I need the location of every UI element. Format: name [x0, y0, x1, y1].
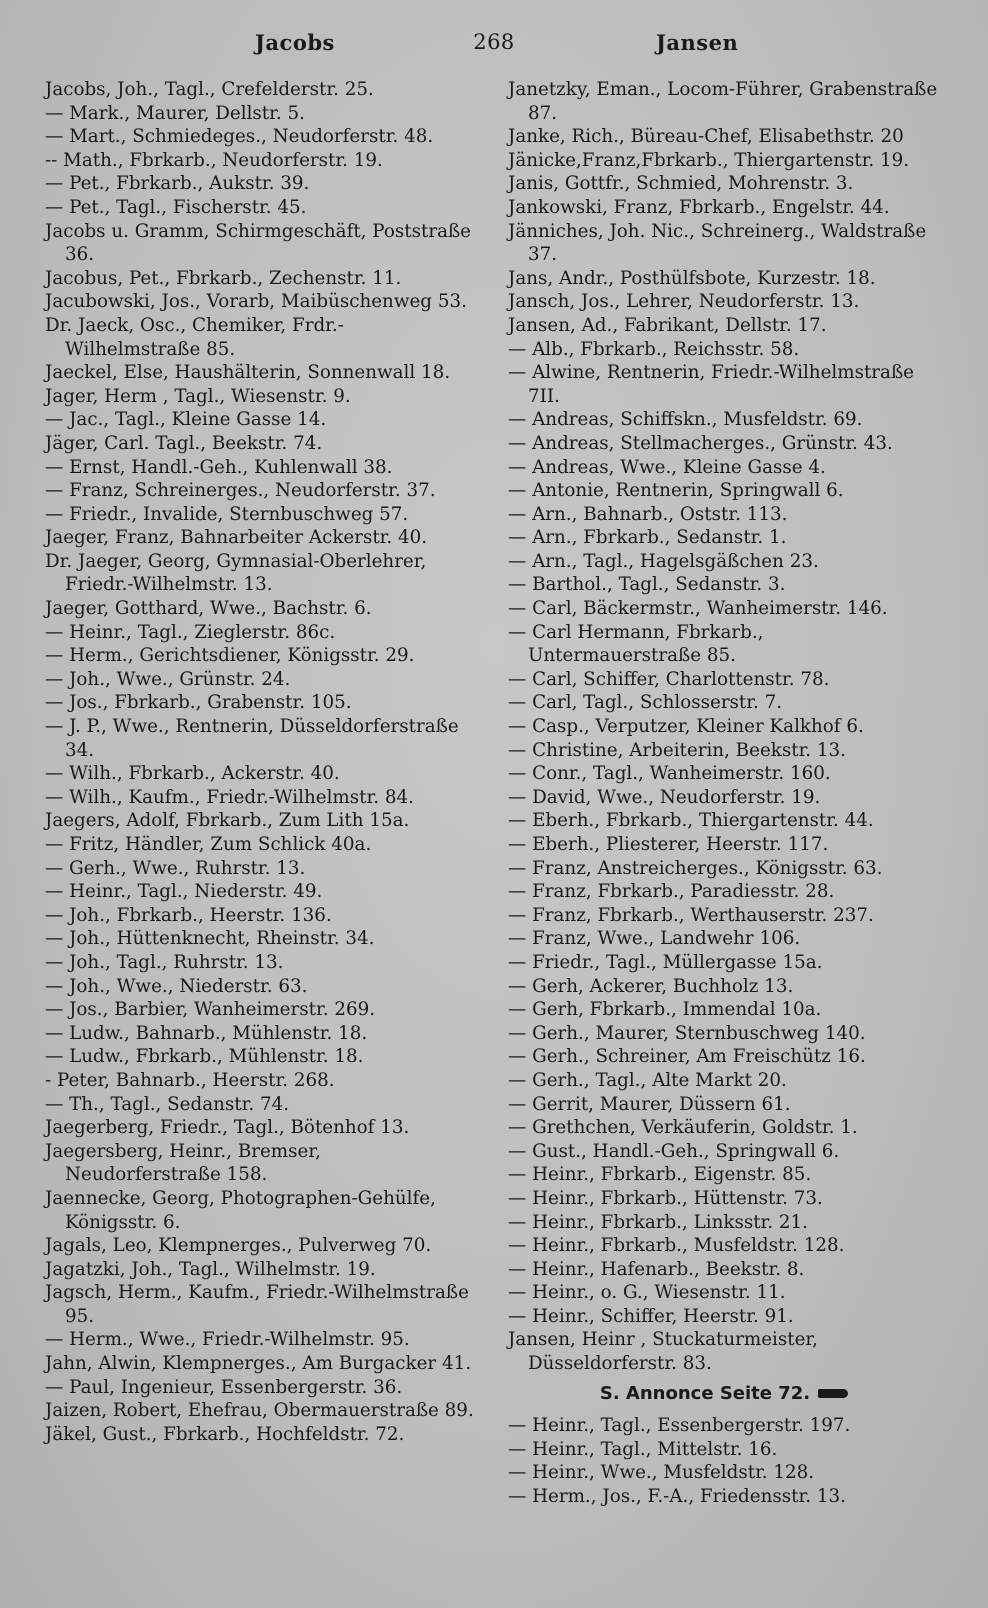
directory-entry: Jankowski, Franz, Fbrkarb., Engelstr. 44.: [508, 196, 890, 218]
directory-entry: — Joh., Wwe., Niederstr. 63.: [45, 975, 308, 997]
directory-entry: Jansch, Jos., Lehrer, Neudorferstr. 13.: [508, 291, 860, 313]
directory-entry: — Wilh., Fbrkarb., Ackerstr. 40.: [45, 763, 340, 785]
directory-entry: Jaeckel, Else, Haushälterin, Sonnenwall 18.: [45, 362, 451, 384]
directory-entry: — Jac., Tagl., Kleine Gasse 14.: [45, 409, 327, 431]
directory-entry: — Mart., Schmiedeges., Neudorferstr. 48.: [45, 126, 434, 148]
directory-entry: Jacobs, Joh., Tagl., Crefelderstr. 25.: [45, 79, 374, 100]
directory-entry: — Ernst, Handl.-Geh., Kuhlenwall 38.: [45, 456, 393, 478]
directory-entry: Jager, Herm , Tagl., Wiesenstr. 9.: [45, 385, 351, 407]
directory-entry: Janke, Rich., Büreau-Chef, Elisabethstr. 20: [508, 126, 904, 148]
right-column-entries-b: [508, 1414, 940, 1508]
directory-entry: — Heinr., Tagl., Essenbergerstr. 197.: [508, 1415, 851, 1437]
directory-entry: Dr. Jaeck, Osc., Chemiker, Frdr.-Wilhelmstraße 85.: [45, 314, 344, 360]
directory-entry: Jaegerberg, Friedr., Tagl., Bötenhof 13.: [45, 1117, 410, 1139]
directory-entry: — Franz, Wwe., Landwehr 106.: [508, 928, 801, 950]
directory-entry: — Eberh., Fbrkarb., Thiergartenstr. 44.: [508, 810, 874, 832]
directory-entry: — Heinr., Fbrkarb., Musfeldstr. 128.: [508, 1235, 845, 1257]
directory-entry: — Mark., Maurer, Dellstr. 5.: [45, 102, 305, 124]
directory-entry: Jaennecke, Georg, Photographen-Gehülfe, Königsstr. 6.: [45, 1187, 436, 1233]
directory-entry: — Paul, Ingenieur, Essenbergerstr. 36.: [45, 1376, 403, 1398]
directory-entry: — Jos., Barbier, Wanheimerstr. 269.: [45, 999, 376, 1021]
directory-entry: — Barthol., Tagl., Sedanstr. 3.: [508, 574, 786, 596]
annonce-text: S. Annonce Seite 72.: [599, 1382, 811, 1404]
directory-entry: — Franz, Fbrkarb., Werthauserstr. 237.: [508, 904, 874, 926]
directory-entry: — Gerh, Fbrkarb., Immendal 10a.: [508, 999, 822, 1021]
directory-entry: — Jos., Fbrkarb., Grabenstr. 105.: [45, 692, 352, 714]
directory-entry: — Herm., Jos., F.-A., Friedensstr. 13.: [508, 1486, 846, 1508]
directory-entry: Jäger, Carl. Tagl., Beekstr. 74.: [45, 432, 323, 454]
directory-entry: — Heinr., Fbrkarb., Linksstr. 21.: [508, 1211, 808, 1233]
directory-entry: — Carl, Schiffer, Charlottenstr. 78.: [508, 668, 830, 690]
directory-entry: Jaegersberg, Heinr., Bremser, Neudorferstraße 158.: [45, 1140, 321, 1186]
directory-entry: — Gerh., Tagl., Alte Markt 20.: [508, 1069, 787, 1091]
directory-entry: — Heinr., Tagl., Zieglerstr. 86c.: [45, 621, 336, 643]
directory-entry: — J. P., Wwe., Rentnerin, Düsseldorferstraße 34.: [45, 716, 459, 761]
directory-entry: — Pet., Tagl., Fischerstr. 45.: [45, 196, 307, 218]
directory-entry: — David, Wwe., Neudorferstr. 19.: [508, 786, 821, 808]
directory-entry: Jacobus, Pet., Fbrkarb., Zechenstr. 11.: [45, 267, 402, 289]
directory-entry: — Heinr., o. G., Wiesenstr. 11.: [508, 1282, 786, 1304]
directory-entry: Janetzky, Eman., Locom-Führer, Grabenstraße 87.: [508, 79, 938, 124]
directory-entry: Jahn, Alwin, Klempnerges., Am Burgacker 41.: [45, 1353, 472, 1375]
right-column-entries-a: [508, 78, 940, 1376]
directory-entry: Jans, Andr., Posthülfsbote, Kurzestr. 18.: [508, 267, 876, 289]
directory-entry: — Joh., Fbrkarb., Heerstr. 136.: [45, 904, 332, 926]
header-right-keyword: Jansen: [656, 30, 739, 55]
directory-entry: — Casp., Verputzer, Kleiner Kalkhof 6.: [508, 716, 864, 738]
directory-entry: — Th., Tagl., Sedanstr. 74.: [45, 1093, 290, 1115]
directory-entry: Jacubowski, Jos., Vorarb, Maibüschenweg 53.: [45, 291, 467, 313]
directory-entry: — Gerrit, Maurer, Düssern 61.: [508, 1093, 791, 1115]
directory-entry: — Carl, Bäckermstr., Wanheimerstr. 146.: [508, 598, 888, 620]
directory-entry: — Ludw., Fbrkarb., Mühlenstr. 18.: [45, 1046, 364, 1068]
directory-entry: Jansen, Ad., Fabrikant, Dellstr. 17.: [508, 314, 827, 336]
directory-entry: Jansen, Heinr , Stuckaturmeister, Düsseldorferstr. 83.: [508, 1329, 818, 1375]
directory-entry: — Conr., Tagl., Wanheimerstr. 160.: [508, 763, 831, 785]
directory-entry: — Heinr., Wwe., Musfeldstr. 128.: [508, 1462, 815, 1484]
directory-entry: — Heinr., Tagl., Mittelstr. 16.: [508, 1438, 778, 1460]
directory-entry: — Gerh., Wwe., Ruhrstr. 13.: [45, 857, 306, 879]
directory-entry: — Joh., Wwe., Grünstr. 24.: [45, 668, 291, 690]
directory-entry: Jaegers, Adolf, Fbrkarb., Zum Lith 15a.: [45, 810, 410, 832]
directory-entry: — Fritz, Händler, Zum Schlick 40a.: [45, 834, 372, 855]
directory-entry: — Christine, Arbeiterin, Beekstr. 13.: [508, 739, 846, 761]
directory-entry: — Wilh., Kaufm., Friedr.-Wilhelmstr. 84.: [45, 786, 414, 808]
directory-entry: — Heinr., Fbrkarb., Hüttenstr. 73.: [508, 1187, 823, 1209]
header-left-keyword: Jacobs: [255, 30, 335, 55]
directory-entry: — Heinr., Hafenarb., Beekstr. 8.: [508, 1258, 805, 1280]
directory-entry: — Arn., Bahnarb., Oststr. 113.: [508, 503, 788, 525]
page-number: 268: [473, 30, 515, 54]
directory-entry: — Heinr., Fbrkarb., Eigenstr. 85.: [508, 1164, 812, 1186]
directory-entry: — Ludw., Bahnarb., Mühlenstr. 18.: [45, 1022, 368, 1044]
directory-entry: -- Math., Fbrkarb., Neudorferstr. 19.: [45, 149, 383, 171]
right-column: [508, 78, 940, 1509]
directory-entry: — Eberh., Pliesterer, Heerstr. 117.: [508, 834, 829, 855]
left-column: [45, 78, 477, 1446]
directory-entry: — Franz, Anstreicherges., Königsstr. 63.: [508, 857, 883, 879]
directory-entry: — Gust., Handl.-Geh., Springwall 6.: [508, 1140, 840, 1162]
directory-entry: — Gerh, Ackerer, Buchholz 13.: [508, 975, 794, 997]
directory-entry: Jaeger, Franz, Bahnarbeiter Ackerstr. 40.: [45, 527, 428, 549]
directory-entry: Jäkel, Gust., Fbrkarb., Hochfeldstr. 72.: [45, 1423, 405, 1445]
directory-entry: — Herm., Gerichtsdiener, Königsstr. 29.: [45, 645, 415, 667]
directory-entry: — Joh., Tagl., Ruhrstr. 13.: [45, 951, 284, 973]
directory-entry: — Antonie, Rentnerin, Springwall 6.: [508, 480, 844, 502]
directory-entry: — Gerh., Maurer, Sternbuschweg 140.: [508, 1022, 866, 1044]
directory-entry: — Andreas, Schiffskn., Musfeldstr. 69.: [508, 409, 863, 431]
directory-entry: — Joh., Hüttenknecht, Rheinstr. 34.: [45, 928, 375, 950]
directory-entry: — Heinr., Schiffer, Heerstr. 91.: [508, 1305, 794, 1327]
directory-entry: Jaeger, Gotthard, Wwe., Bachstr. 6.: [45, 598, 372, 620]
directory-entry: - Peter, Bahnarb., Heerstr. 268.: [45, 1069, 335, 1091]
directory-entry: Jänicke,Franz,Fbrkarb., Thiergartenstr. 19.: [508, 149, 910, 171]
directory-entry: — Friedr., Tagl., Müllergasse 15a.: [508, 951, 823, 973]
directory-entry: — Herm., Wwe., Friedr.-Wilhelmstr. 95.: [45, 1329, 410, 1351]
directory-entry: — Andreas, Stellmacherges., Grünstr. 43.: [508, 432, 893, 454]
directory-entry: Jacobs u. Gramm, Schirmgeschäft, Poststraße 36.: [45, 220, 471, 266]
pointing-hand-icon: [818, 1389, 848, 1398]
directory-entry: Dr. Jaeger, Georg, Gymnasial-Oberlehrer, Friedr.-Wilhelmstr. 13.: [45, 550, 427, 596]
directory-entry: — Franz, Fbrkarb., Paradiesstr. 28.: [508, 881, 835, 903]
directory-entry: — Friedr., Invalide, Sternbuschweg 57.: [45, 503, 409, 525]
directory-entry: — Franz, Schreinerges., Neudorferstr. 37.: [45, 480, 436, 502]
directory-entry: — Gerh., Schreiner, Am Freischütz 16.: [508, 1046, 866, 1068]
directory-entry: Jagatzki, Joh., Tagl., Wilhelmstr. 19.: [45, 1258, 376, 1280]
annonce-reference: [508, 1382, 940, 1406]
directory-entry: — Carl, Tagl., Schlosserstr. 7.: [508, 692, 783, 714]
page-header: [40, 30, 948, 64]
directory-entry: — Alb., Fbrkarb., Reichsstr. 58.: [508, 338, 800, 360]
directory-entry: — Andreas, Wwe., Kleine Gasse 4.: [508, 456, 826, 478]
directory-entry: — Alwine, Rentnerin, Friedr.-Wilhelmstraße 7II.: [508, 362, 914, 407]
directory-entry: Jaizen, Robert, Ehefrau, Obermauerstraße 89.: [45, 1400, 474, 1422]
directory-entry: — Pet., Fbrkarb., Aukstr. 39.: [45, 173, 310, 195]
directory-entry: Jagals, Leo, Klempnerges., Pulverweg 70.: [45, 1235, 432, 1257]
directory-entry: — Arn., Tagl., Hagelsgäßchen 23.: [508, 550, 819, 572]
directory-entry: Janis, Gottfr., Schmied, Mohrenstr. 3.: [508, 173, 854, 195]
directory-entry: — Grethchen, Verkäuferin, Goldstr. 1.: [508, 1117, 858, 1139]
directory-entry: — Heinr., Tagl., Niederstr. 49.: [45, 881, 323, 903]
directory-entry: Jänniches, Joh. Nic., Schreinerg., Waldstraße 37.: [508, 220, 927, 266]
directory-entry: — Carl Hermann, Fbrkarb., Untermauerstraße 85.: [508, 621, 764, 667]
directory-entry: Jagsch, Herm., Kaufm., Friedr.-Wilhelmstraße 95.: [45, 1282, 469, 1327]
directory-entry: — Arn., Fbrkarb., Sedanstr. 1.: [508, 527, 787, 549]
